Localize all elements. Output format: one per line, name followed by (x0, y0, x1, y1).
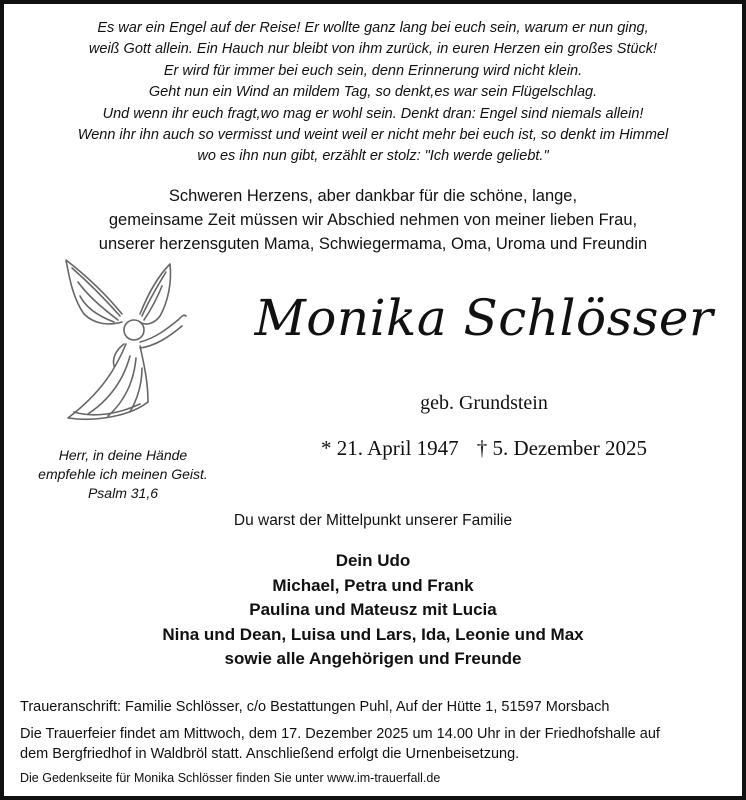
mourner-line: sowie alle Angehörigen und Freunde (224, 649, 522, 668)
mourner-line: Michael, Petra und Frank (272, 575, 474, 595)
mourning-address: Traueranschrift: Familie Schlösser, c/o Bestattungen Puhl, Auf der Hütte 1, 51597 Morsbach (20, 699, 610, 715)
verse-reference: Psalm 31,6 (87, 485, 159, 501)
mourner-line: Paulina und Mateusz mit Lucia (249, 600, 497, 619)
family-center-line: Du warst der Mittelpunkt unserer Familie (233, 512, 513, 529)
mourners-list (24, 549, 722, 672)
birth-date: * 21. April 1947 (321, 436, 459, 460)
poem-line: Wenn ihr ihn auch so vermisst und weint weil er nicht mehr bei euch ist, so denkt im Himmel (77, 127, 669, 144)
mourner-line: Dein Udo (335, 551, 411, 570)
ceremony-line: dem Bergfriedhof in Waldbröl statt. Anschließend erfolgt die Urnenbeisetzung. (20, 746, 520, 762)
poem-line: Es war ein Engel auf der Reise! Er wollte ganz lang bei euch sein, warum er nun ging, (97, 20, 649, 36)
footer-info (20, 697, 728, 765)
maiden-name: geb. Grundstein (420, 392, 548, 414)
death-date: † 5. Dezember 2025 (476, 436, 647, 460)
poem-line: wo es ihn nun gibt, erzählt er stolz: "Ich werde geliebt." (197, 148, 549, 165)
poem-line: weiß Gott allein. Ein Hauch nur bleibt von ihm zurück, in euren Herzen ein großes Stück! (88, 41, 658, 58)
mourner-line: Nina und Dean, Luisa und Lars, Ida, Leonie und Max (162, 624, 584, 644)
poem (24, 18, 722, 168)
verse-line: empfehle ich meinen Geist. (38, 466, 208, 482)
verse-line: Herr, in deine Hände (58, 447, 188, 463)
bible-verse (14, 446, 232, 503)
poem-line: Er wird für immer bei euch sein, denn Erinnerung wird nicht klein. (163, 62, 583, 79)
intro-text (24, 184, 722, 256)
poem-line: Geht nun ein Wind an mildem Tag, so denkt,es war sein Flügelschlag. (148, 84, 598, 101)
intro-line: gemeinsame Zeit müssen wir Abschied nehmen von meiner lieben Frau, (108, 211, 638, 229)
poem-line: Und wenn ihr euch fragt,wo mag er wohl sein. Denkt dran: Engel sind niemals allein! (102, 105, 644, 122)
life-dates (240, 436, 728, 461)
memorial-website-note: Die Gedenkseite für Monika Schlösser finden Sie unter www.im-trauerfall.de (20, 771, 441, 785)
ceremony-line: Die Trauerfeier findet am Mittwoch, dem 17. Dezember 2025 um 14.00 Uhr in der Friedhofshalle auf (20, 725, 660, 742)
intro-line: Schweren Herzens, aber dankbar für die schöne, lange, (168, 187, 578, 205)
angel-icon (44, 252, 204, 434)
intro-line: unserer herzensguten Mama, Schwiegermama, Oma, Uroma und Freundin (98, 235, 648, 253)
deceased-name: Monika Schlösser (254, 289, 714, 347)
